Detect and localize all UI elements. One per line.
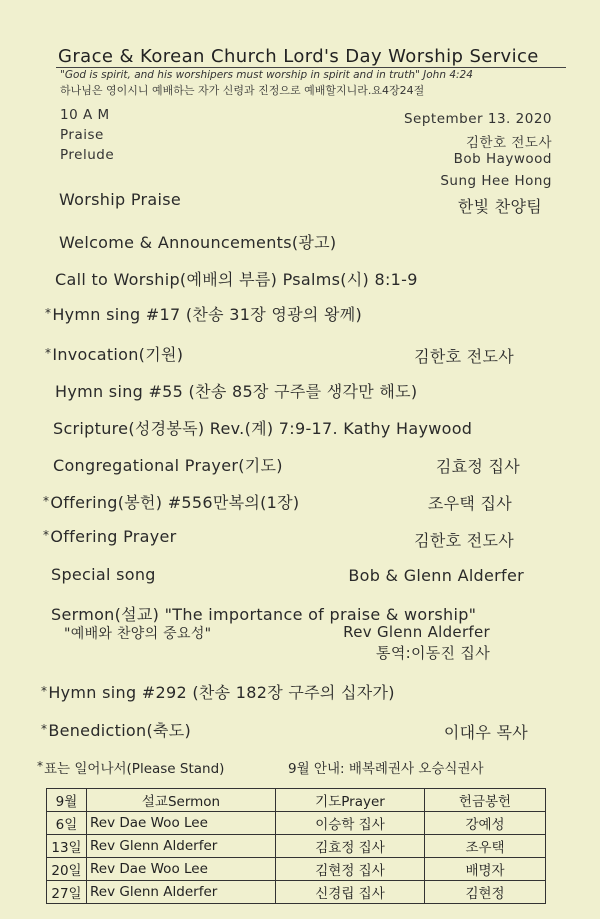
prelude-label: Prelude xyxy=(60,147,115,163)
table-cell: Rev Glenn Alderfer xyxy=(87,835,276,858)
verse-english: "God is spirit, and his worshipers must worship in spirit and in truth" John 4:24 xyxy=(60,69,473,81)
column-header: 설교Sermon xyxy=(87,789,276,812)
order-item: *Offering(봉헌) #556만복의(1장) xyxy=(43,493,300,512)
table-cell: Rev Glenn Alderfer xyxy=(87,881,276,904)
order-leader: 통역:이동진 집사 xyxy=(376,644,490,662)
table-cell: 조우택 xyxy=(425,835,546,858)
table-cell: Rev Dae Woo Lee xyxy=(87,812,276,835)
table-cell: 이승학 집사 xyxy=(276,812,425,835)
bulletin-title: Grace & Korean Church Lord's Day Worship Service xyxy=(58,46,539,67)
praise-leader: 김한호 전도사 xyxy=(465,135,552,151)
order-leader: Bob & Glenn Alderfer xyxy=(348,566,524,585)
usher-notice: 9월 안내: 배복례권사 오승식권사 xyxy=(288,761,484,777)
table-header-row xyxy=(47,789,546,812)
stand-mark: * xyxy=(45,306,52,320)
stand-mark: * xyxy=(43,528,50,542)
order-item: *Benediction(축도) xyxy=(41,721,192,740)
column-header: 헌금봉헌 xyxy=(425,789,546,812)
table-cell: 신경립 집사 xyxy=(276,881,425,904)
service-time: 10 A M xyxy=(60,107,110,123)
order-item: Worship Praise xyxy=(59,190,181,209)
table-row xyxy=(47,881,546,904)
order-item: *Invocation(기원) xyxy=(45,345,184,364)
praise-label: Praise xyxy=(60,127,104,143)
order-item: Scripture(성경봉독) Rev.(계) 7:9-17. Kathy Haywood xyxy=(53,419,473,438)
order-item: "예배와 찬양의 중요성" xyxy=(64,626,212,642)
table-cell: 배명자 xyxy=(425,858,546,881)
table-cell: 김효정 집사 xyxy=(276,835,425,858)
column-header: 9월 xyxy=(47,789,87,812)
table-cell: 김현정 xyxy=(425,881,546,904)
order-item: Welcome & Announcements(광고) xyxy=(59,233,337,252)
monthly-schedule-table xyxy=(46,788,546,904)
order-leader: 김효정 집사 xyxy=(435,457,520,476)
stand-notice: *표는 일어나서(Please Stand) xyxy=(37,759,225,777)
stand-mark: * xyxy=(41,684,48,698)
order-item: *Offering Prayer xyxy=(43,527,177,546)
order-item: Call to Worship(예배의 부름) Psalms(시) 8:1-9 xyxy=(55,270,418,289)
order-leader: 김한호 전도사 xyxy=(414,347,514,366)
table-cell: 13일 xyxy=(47,835,87,858)
verse-korean: 하나님은 영이시니 예배하는 자가 신령과 진정으로 예배할지니라.요4장24절 xyxy=(60,84,425,97)
table-cell: 27일 xyxy=(47,881,87,904)
order-leader: 이대우 목사 xyxy=(443,723,528,742)
order-leader: 김한호 전도사 xyxy=(414,531,514,550)
table-cell: Rev Dae Woo Lee xyxy=(87,858,276,881)
column-header: 기도Prayer xyxy=(276,789,425,812)
order-leader: 조우택 집사 xyxy=(427,494,512,513)
order-item: *Hymn sing #17 (찬송 31장 영광의 왕께) xyxy=(45,305,363,324)
order-item: Congregational Prayer(기도) xyxy=(53,456,283,475)
order-item: *Hymn sing #292 (찬송 182장 구주의 십자가) xyxy=(41,683,395,702)
order-item: Hymn sing #55 (찬송 85장 구주를 생각만 해도) xyxy=(55,382,418,401)
order-item: Sermon(설교) "The importance of praise & worship" xyxy=(51,605,477,624)
table-cell: 6일 xyxy=(47,812,87,835)
prelude-leader: Bob Haywood xyxy=(453,151,552,167)
table-cell: 김현정 집사 xyxy=(276,858,425,881)
service-date: September 13. 2020 xyxy=(403,111,552,127)
third-leader: Sung Hee Hong xyxy=(440,173,552,189)
table-cell: 20일 xyxy=(47,858,87,881)
order-item: Special song xyxy=(51,565,156,584)
stand-mark: * xyxy=(41,722,48,736)
title-underline xyxy=(56,67,566,68)
table-row xyxy=(47,835,546,858)
order-leader: 한빛 찬양팀 xyxy=(457,197,542,216)
table-row xyxy=(47,812,546,835)
table-row xyxy=(47,858,546,881)
table-cell: 강예성 xyxy=(425,812,546,835)
stand-mark: * xyxy=(43,494,50,508)
stand-mark: * xyxy=(45,346,52,360)
order-leader: Rev Glenn Alderfer xyxy=(343,623,490,641)
stand-mark: * xyxy=(37,759,43,773)
